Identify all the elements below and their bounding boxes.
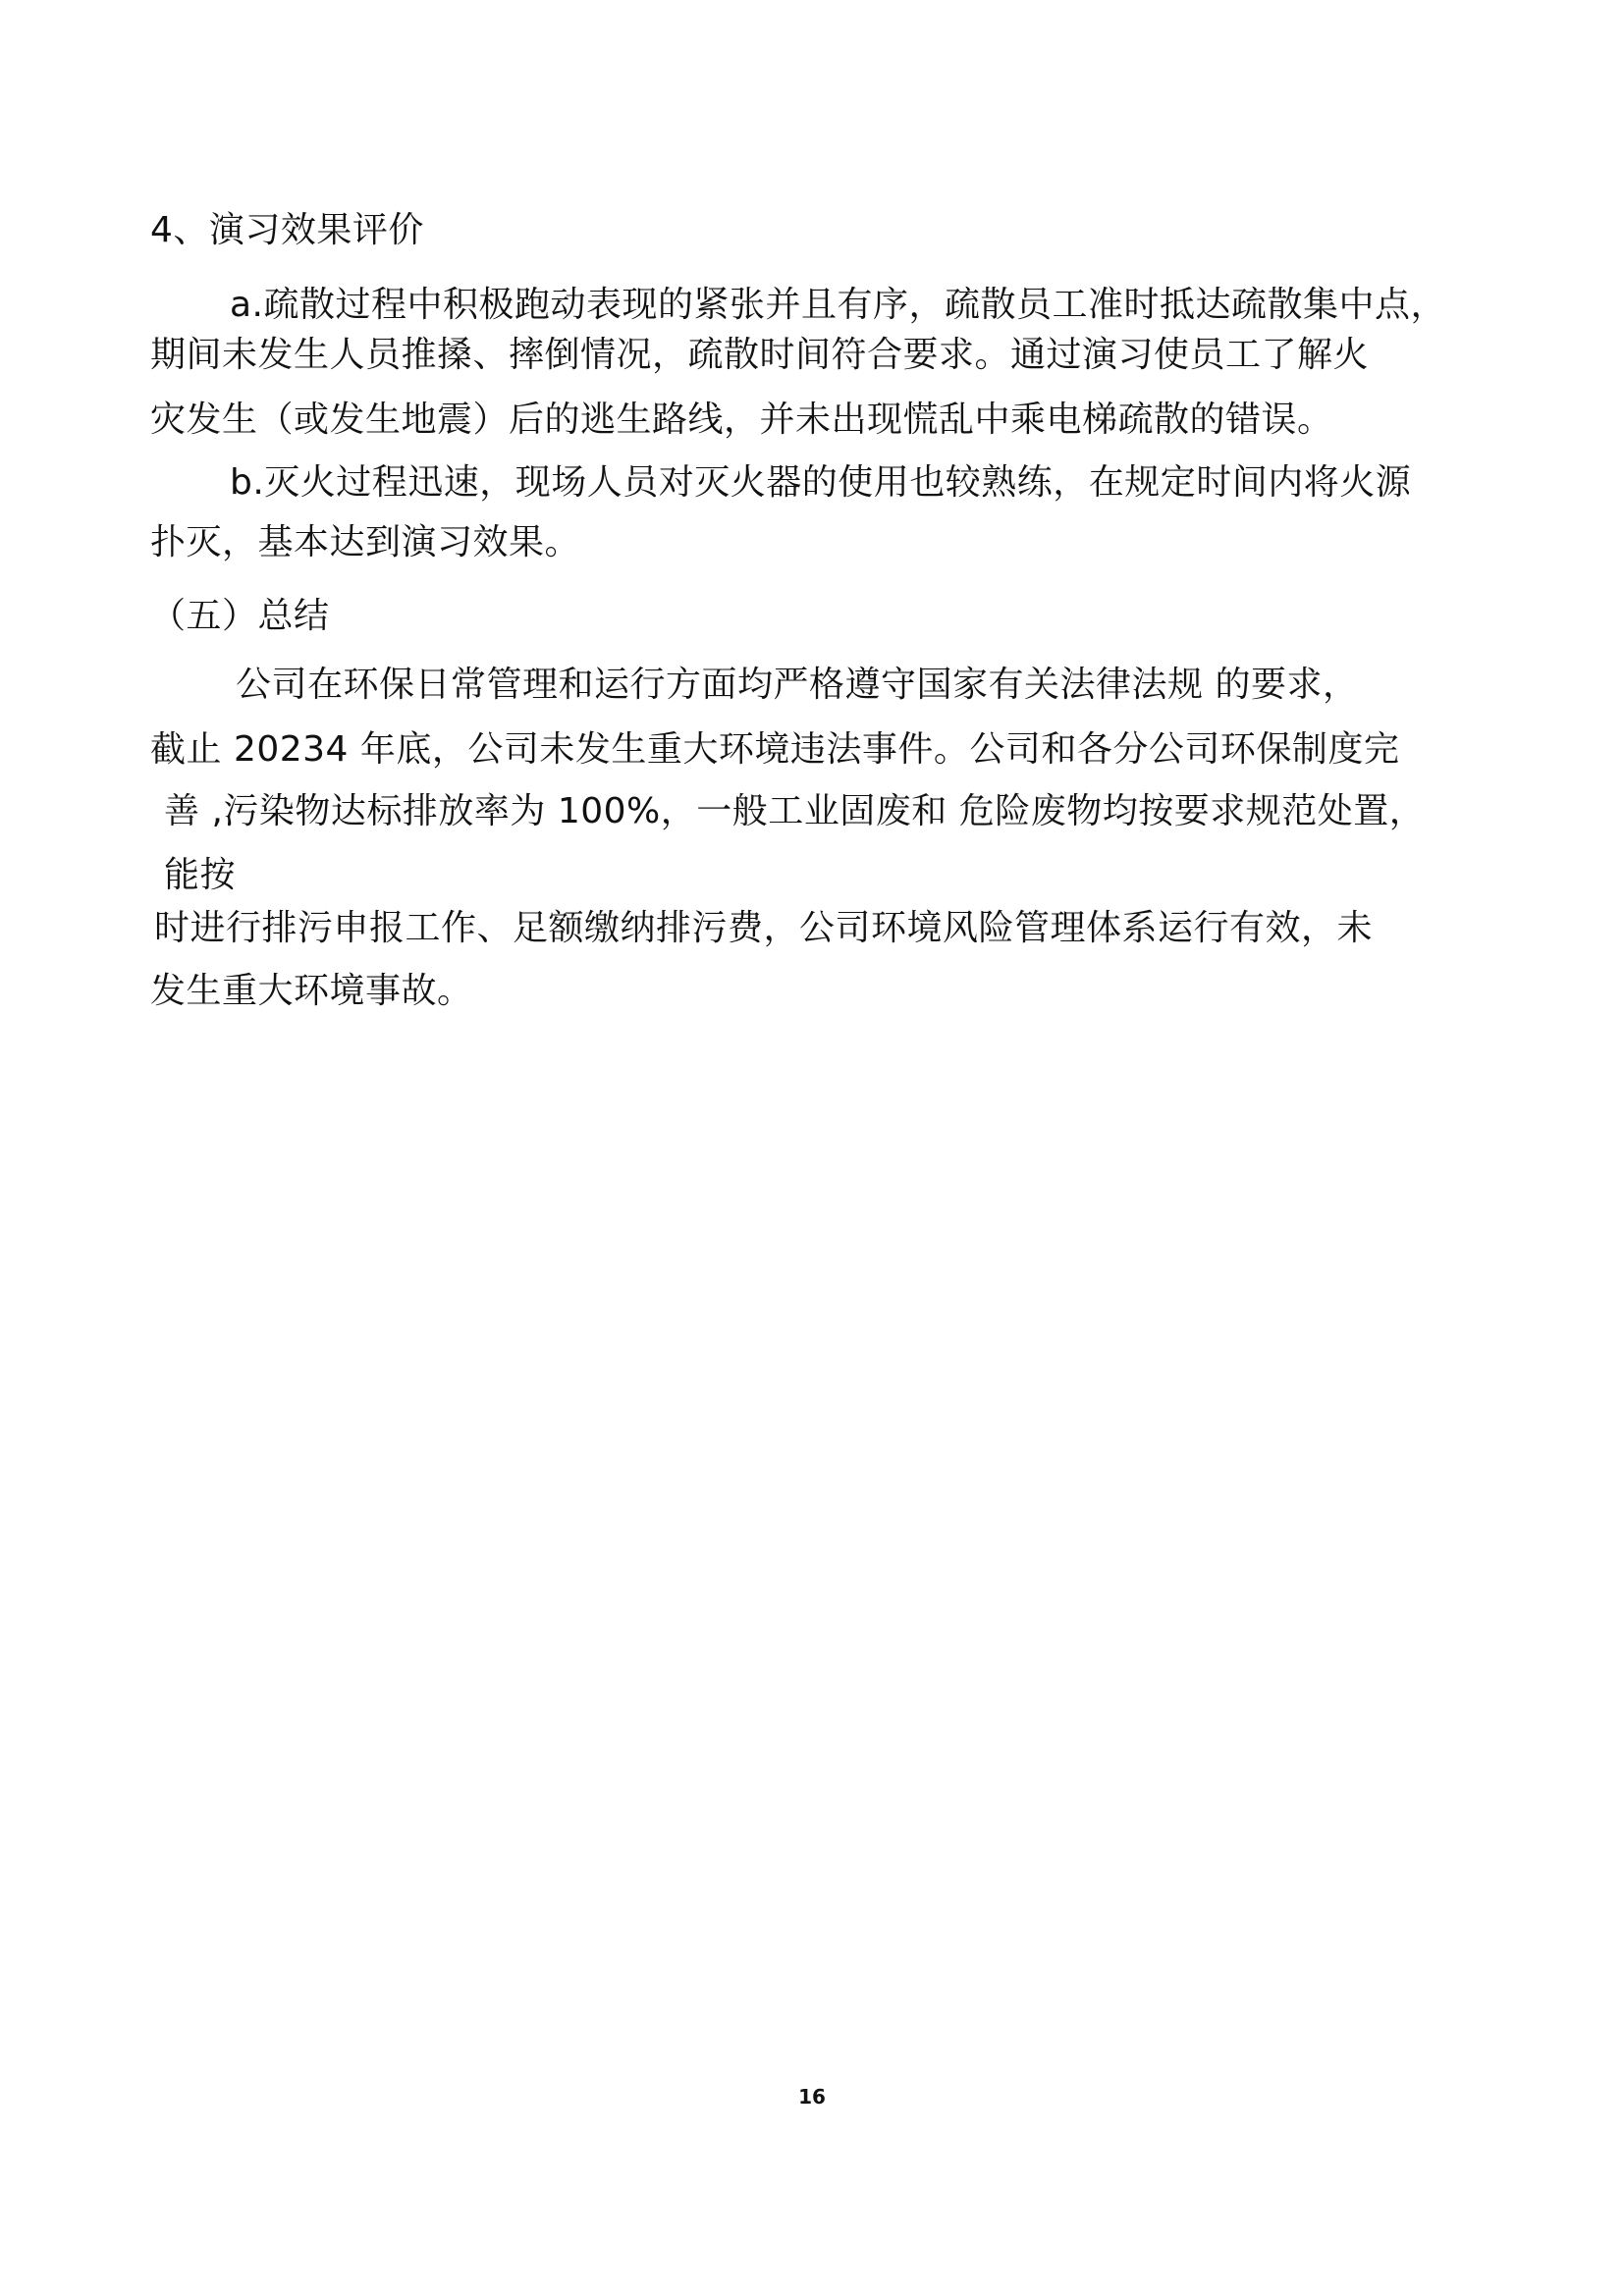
section-heading-evaluation: 4、演习效果评价 bbox=[150, 210, 424, 250]
page-number: 16 bbox=[798, 2085, 826, 2109]
paragraph-a-line-3: 灾发生（或发生地震）后的逃生路线，并未出现慌乱中乘电梯疏散的错误。 bbox=[150, 400, 1333, 440]
paragraph-a-line-2: 期间未发生人员推搡、摔倒情况，疏散时间符合要求。通过演习使员工了解火 bbox=[150, 335, 1370, 375]
paragraph-a-line-1: a.疏散过程中积极跑动表现的紧张并且有序，疏散员工准时抵达疏散集中点， bbox=[230, 285, 1447, 325]
paragraph-b-line-2: 扑灭，基本达到演习效果。 bbox=[150, 522, 581, 562]
summary-line-3: 善 ,污染物达标排放率为 100%，一般工业固废和 危险废物均按要求规范处置， bbox=[164, 791, 1426, 831]
summary-line-2: 截止 20234 年底，公司未发生重大环境违法事件。公司和各分公司环保制度完 bbox=[150, 729, 1400, 770]
paragraph-b-line-1: b.灭火过程迅速，现场人员对灭火器的使用也较熟练，在规定时间内将火源 bbox=[230, 462, 1412, 503]
summary-line-1: 公司在环保日常管理和运行方面均严格遵守国家有关法律法规 的要求， bbox=[236, 665, 1359, 705]
summary-line-4: 能按 bbox=[164, 855, 237, 895]
summary-line-6: 发生重大环境事故。 bbox=[150, 971, 473, 1011]
summary-line-5: 时进行排污申报工作、足额缴纳排污费，公司环境风险管理体系运行有效，未 bbox=[154, 908, 1374, 948]
section-heading-summary: （五）总结 bbox=[150, 596, 330, 636]
